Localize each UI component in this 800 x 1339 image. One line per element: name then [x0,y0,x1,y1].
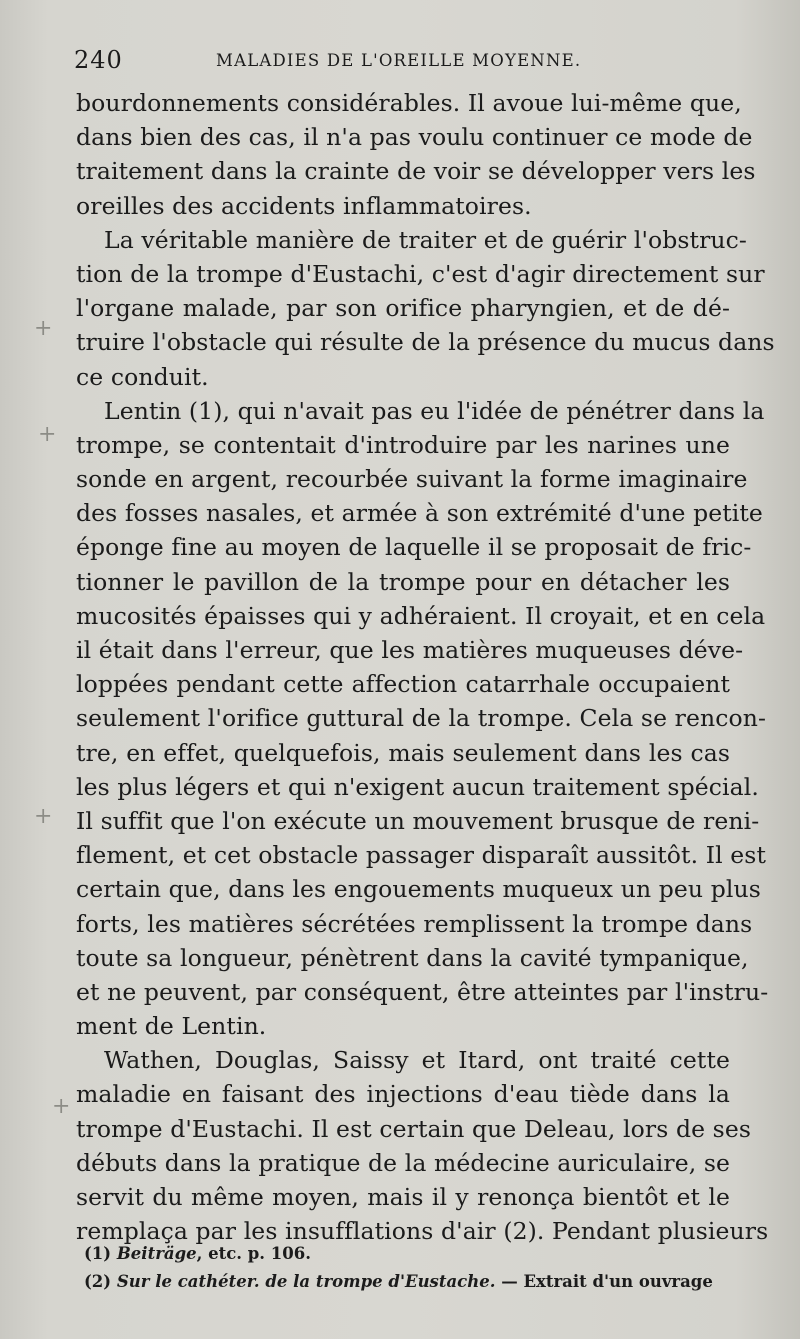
footnote-marker: (2) [84,1272,112,1291]
text-line: seulement l'orifice guttural de la trompe. Cela se rencon- [76,704,767,733]
text-line: tionner le pavillon de la trompe pour en détacher les [76,567,730,596]
running-title: MALADIES DE L'OREILLE MOYENNE. [216,51,582,70]
margin-cross-mark: + [38,422,57,447]
footnote-text: , etc. p. 106. [196,1244,311,1263]
text-line: Wathen, Douglas, Saissy et Itard, ont traité cette [104,1046,730,1075]
page-header [74,46,724,80]
text-line: remplaça par les insufflations d'air (2). Pendant plusieurs [76,1217,769,1246]
text-line: trompe d'Eustachi. Il est certain que Deleau, lors de ses [76,1114,752,1143]
text-line: dans bien des cas, il n'a pas voulu continuer ce mode de [76,123,753,152]
body-text [76,86,775,1248]
text-line: La véritable manière de traiter et de guérir l'obstruc- [104,225,747,254]
text-line: débuts dans la pratique de la médecine auriculaire, se [76,1148,731,1177]
text-line: trompe, se contentait d'introduire par les narines une [76,430,730,459]
text-line: servit du même moyen, mais il y renonça bientôt et le [76,1183,730,1211]
text-line: tion de la trompe d'Eustachi, c'est d'agir directement sur [76,259,765,288]
text-line: Lentin (1), qui n'avait pas eu l'idée de pénétrer dans la [104,396,765,425]
footnote-marker: (1) [84,1244,112,1263]
margin-cross-mark: + [34,804,53,829]
text-line: loppées pendant cette affection catarrhale occupaient [76,670,730,699]
text-line: des fosses nasales, et armée à son extrémité d'une petite [76,499,763,528]
text-line: flement, et cet obstacle passager disparaît aussitôt. Il est [76,841,767,870]
text-line: bourdonnements considérables. Il avoue lui-même que, [76,89,742,117]
text-line: maladie en faisant des injections d'eau tiède dans la [76,1080,730,1109]
footnotes [84,1240,734,1296]
footnote-title: Sur le cathéter. de la trompe d'Eustache. [116,1272,496,1291]
text-line: mucosités épaisses qui y adhéraient. Il croyait, et en cela [76,601,766,630]
margin-cross-mark: + [52,1094,71,1119]
text-line: et ne peuvent, par conséquent, être atteintes par l'instru- [76,977,769,1006]
text-line: éponge fine au moyen de laquelle il se proposait de fric- [76,533,752,562]
text-line: sonde en argent, recourbée suivant la forme imaginaire [76,465,748,494]
text-line: oreilles des accidents inflammatoires. [76,191,532,220]
page-number: 240 [74,46,123,74]
text-line: ce conduit. [76,362,209,391]
text-line: forts, les matières sécrétées remplissent la trompe dans [76,909,753,938]
text-line: l'organe malade, par son orifice pharyngien, et de dé- [76,294,730,323]
text-line: traitement dans la crainte de voir se développer vers les [76,157,756,186]
text-line: tre, en effet, quelquefois, mais seulement dans les cas [76,738,730,767]
text-line: ment de Lentin. [76,1012,267,1041]
footnote-text: — Extrait d'un ouvrage [495,1272,713,1291]
text-line: il était dans l'erreur, que les matières muqueuses déve- [76,636,744,664]
text-line: les plus légers et qui n'exigent aucun traitement spécial. [76,772,759,801]
text-line: Il suffit que l'on exécute un mouvement brusque de reni- [76,806,760,835]
footnote-2 [84,1268,734,1296]
text-line: truire l'obstacle qui résulte de la présence du mucus dans [76,328,775,357]
footnote-1 [84,1240,734,1268]
margin-cross-mark: + [34,316,53,341]
footnote-title: Beiträge [116,1244,197,1263]
text-line: toute sa longueur, pénètrent dans la cavité tympanique, [76,943,749,972]
text-line: certain que, dans les engouements muqueux un peu plus [76,875,761,904]
